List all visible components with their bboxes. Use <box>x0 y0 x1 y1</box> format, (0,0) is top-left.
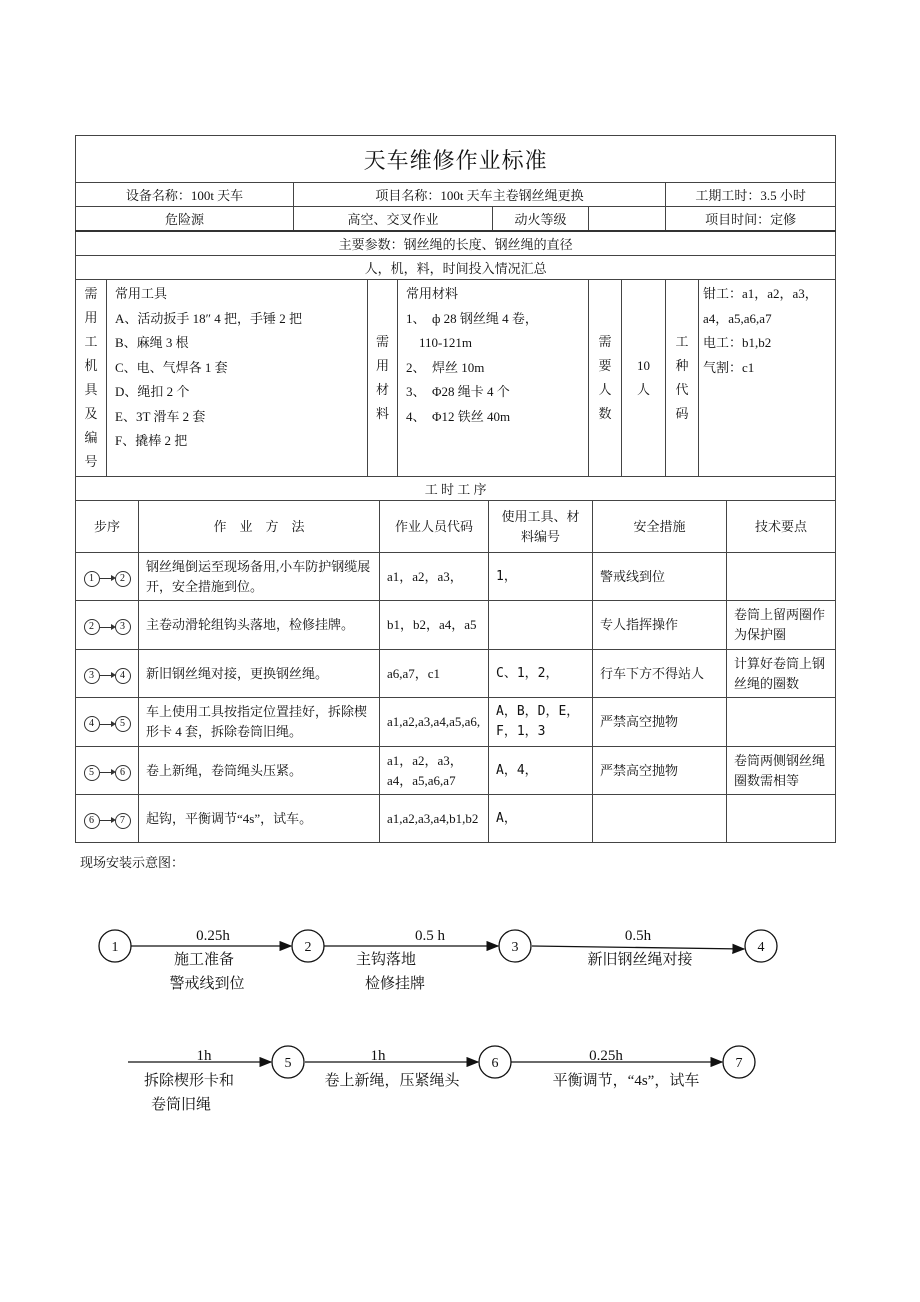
step-arrow: 5 6 <box>76 747 139 795</box>
step-staff: a1,a2,a3,a4,b1,b2 <box>380 795 489 843</box>
hazard-label: 危险源 <box>76 207 294 232</box>
node-label-4: 4 <box>757 940 765 955</box>
tools-list: 常用工具 A、活动扳手 18″ 4 把，手锤 2 把 B、麻绳 3 根 C、电、气焊各 1 套 D、绳扣 2 个 E、3T 滑车 2 套 F、撬棒 2 把 <box>107 280 368 477</box>
edge-time-4: 1h <box>196 1048 212 1064</box>
node-label-7: 7 <box>735 1056 743 1071</box>
main-params: 主要参数：钢丝绳的长度、钢丝绳的直径 <box>76 231 836 256</box>
materials-header: 需 用 材 料 <box>368 280 398 477</box>
edge-time-3: 0.5h <box>624 928 652 944</box>
edge-label-4b: 卷筒旧绳 <box>150 1097 212 1113</box>
node-label-5: 5 <box>284 1056 292 1071</box>
process-title: 工 时 工 序 <box>76 477 836 501</box>
step-arrow: 6 7 <box>76 795 139 843</box>
step-tech: 卷筒两侧钢丝绳圈数需相等 <box>727 747 836 795</box>
col-safety: 安全措施 <box>593 501 727 553</box>
edge-label-3a: 新旧钢丝绳对接 <box>587 952 693 968</box>
step-tools: A， <box>489 795 593 843</box>
col-staff: 作业人员代码 <box>380 501 489 553</box>
fire-grade-label: 动火等级 <box>493 207 589 232</box>
edge-label-1b: 警戒线到位 <box>169 976 245 992</box>
step-method: 卷上新绳，卷筒绳头压紧。 <box>139 747 380 795</box>
site-diagram-label: 现场安装示意图： <box>80 855 185 870</box>
people-header: 需 要 人 数 <box>589 280 622 477</box>
step-tools: A，B，D，E，F，1，3 <box>489 698 593 747</box>
edge-time-2: 0.5 h <box>415 928 445 944</box>
step-safety: 严禁高空抛物 <box>593 698 727 747</box>
document-title: 天车维修作业标准 <box>76 136 836 183</box>
materials-list: 常用材料 1、 ф 28 钢丝绳 4 卷， 110-121m 2、 焊丝 10m 3、 Φ28 绳卡 4 个 4、 Φ12 铁丝 40m <box>398 280 589 477</box>
step-method: 主卷动滑轮组钩头落地，检修挂牌。 <box>139 601 380 650</box>
step-method: 新旧钢丝绳对接，更换钢丝绳。 <box>139 650 380 698</box>
step-arrow: 2 3 <box>76 601 139 650</box>
edge-label-2b: 检修挂牌 <box>364 976 426 992</box>
col-step: 步序 <box>76 501 139 553</box>
step-method: 车上使用工具按指定位置挂好，拆除楔形卡 4 套，拆除卷筒旧绳。 <box>139 698 380 747</box>
summary-heading: 人，机，料，时间投入情况汇总 <box>76 256 836 280</box>
step-arrow: 1 2 <box>76 553 139 601</box>
edge-time-6: 0.25h <box>589 1048 623 1064</box>
step-tools: 1， <box>489 553 593 601</box>
step-safety: 行车下方不得站人 <box>593 650 727 698</box>
step-tech: 卷筒上留两圈作为保护圈 <box>727 601 836 650</box>
step-staff: a6,a7，c1 <box>380 650 489 698</box>
edge-time-1: 0.25h <box>196 928 230 944</box>
step-staff: a1,a2,a3,a4,a5,a6, <box>380 698 489 747</box>
node-label-1: 1 <box>111 940 119 955</box>
step-tools: A，4， <box>489 747 593 795</box>
trade-codes: 钳工：a1，a2，a3， a4，a5,a6,a7 电工：b1,b2 气割：c1 <box>699 280 836 477</box>
equipment-name: 设备名称：100t 天车 <box>76 183 294 207</box>
step-safety: 严禁高空抛物 <box>593 747 727 795</box>
col-tools: 使用工具、材 料编号 <box>489 501 593 553</box>
edge-label-1a: 施工准备 <box>173 952 235 968</box>
hazard-value: 高空、交叉作业 <box>294 207 493 232</box>
step-staff: b1，b2，a4，a5 <box>380 601 489 650</box>
edge-label-4a: 拆除楔形卡和 <box>143 1073 235 1089</box>
edge-label-5a: 卷上新绳，压紧绳头 <box>324 1073 460 1089</box>
trade-header: 工 种 代 码 <box>666 280 699 477</box>
tools-header: 需 用 工 机 具 及 编 号 <box>76 280 107 477</box>
step-safety: 专人指挥操作 <box>593 601 727 650</box>
step-staff: a1，a2，a3，a4，a5,a6,a7 <box>380 747 489 795</box>
edge-label-2a: 主钩落地 <box>355 952 417 968</box>
node-label-2: 2 <box>304 940 312 955</box>
edge-time-5: 1h <box>370 1048 386 1064</box>
node-label-6: 6 <box>491 1056 499 1071</box>
step-arrow: 3 4 <box>76 650 139 698</box>
flow-arrow-3-4 <box>532 946 744 949</box>
project-time: 项目时间：定修 <box>666 207 836 232</box>
step-arrow: 4 5 <box>76 698 139 747</box>
step-method: 起钩，平衡调节“4s”，试车。 <box>139 795 380 843</box>
step-method: 钢丝绳倒运至现场备用,小车防护钢缆展开，安全措施到位。 <box>139 553 380 601</box>
node-label-3: 3 <box>511 940 519 955</box>
col-tech: 技术要点 <box>727 501 836 553</box>
step-safety: 警戒线到位 <box>593 553 727 601</box>
step-staff: a1，a2，a3， <box>380 553 489 601</box>
edge-label-6a: 平衡调节，“4s”，试车 <box>552 1073 700 1089</box>
people-value: 10 人 <box>622 280 666 477</box>
col-method: 作 业 方 法 <box>139 501 380 553</box>
duration: 工期工时：3.5 小时 <box>666 183 836 207</box>
step-tech: 计算好卷筒上钢丝绳的圈数 <box>727 650 836 698</box>
project-name: 项目名称：100t 天车主卷钢丝绳更换 <box>294 183 666 207</box>
step-tools: C、1，2， <box>489 650 593 698</box>
